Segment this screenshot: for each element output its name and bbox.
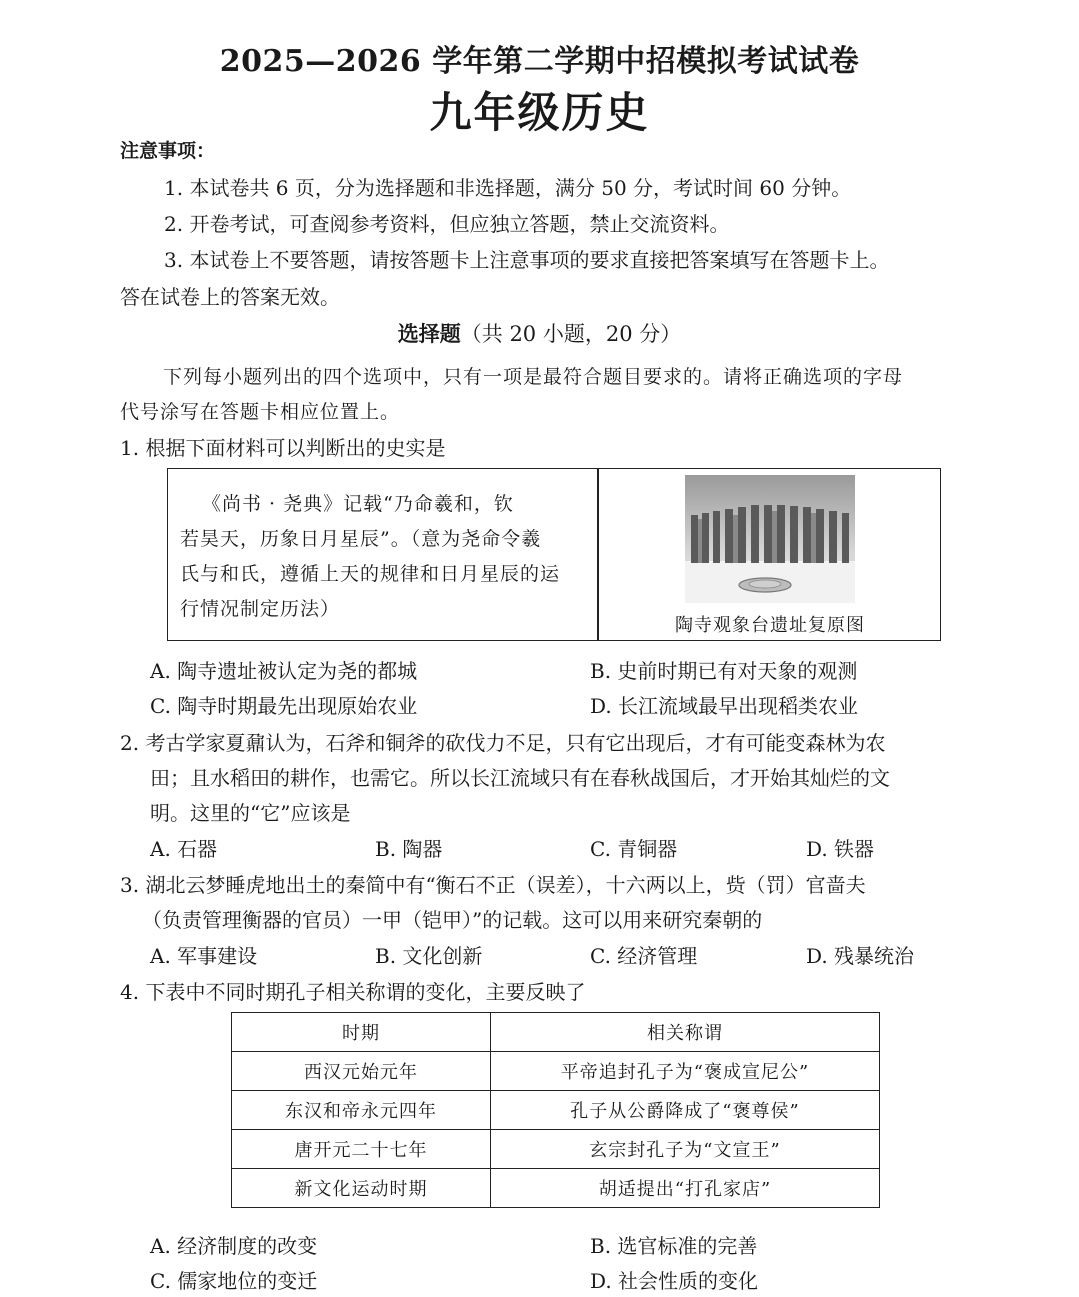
question-2-option-d: D. 铁器 <box>806 837 875 861</box>
table-row <box>232 1130 880 1169</box>
table-header-cell: 时期 <box>232 1013 491 1052</box>
question-3-option-d: D. 残暴统治 <box>806 944 915 968</box>
question-2-option-a: A. 石器 <box>150 837 218 861</box>
section-title: 选择题 <box>397 322 461 346</box>
table-cell-period: 东汉和帝永元四年 <box>232 1091 491 1130</box>
image-caption: 陶寺观象台遗址复原图 <box>675 615 865 636</box>
material-quote-line: 若昊天，历象日月星辰”。（意为尧命令羲 <box>180 528 542 550</box>
table-cell-title: 胡适提出“打孔家店” <box>491 1169 880 1208</box>
exam-subject: 九年级历史 <box>429 88 650 137</box>
question-1-option-b: B. 史前时期已有对天象的观测 <box>590 659 858 683</box>
question-4-option-c: C. 儒家地位的变迁 <box>150 1269 318 1293</box>
material-quote-line: 氏与和氏，遵循上天的规律和日月星辰的运 <box>180 563 561 585</box>
question-4-table <box>231 1012 880 1208</box>
table-cell-period: 新文化运动时期 <box>232 1169 491 1208</box>
table-cell-period: 唐开元二十七年 <box>232 1130 491 1169</box>
exam-title: 2025—2026 学年第二学期中招模拟考试试卷 <box>219 44 860 79</box>
notice-item: 答在试卷上的答案无效。 <box>120 285 340 309</box>
question-2-line: 2. 考古学家夏鼐认为，石斧和铜斧的砍伐力不足，只有它出现后，才有可能变森林为农 <box>120 731 886 755</box>
question-4-option-b: B. 选官标准的完善 <box>590 1234 758 1258</box>
question-2-line: 田；且水稻田的耕作，也需它。所以长江流域只有在春秋战国后，才开始其灿烂的文 <box>150 766 890 790</box>
question-2-option-b: B. 陶器 <box>375 837 443 861</box>
question-3-line: 3. 湖北云梦睡虎地出土的秦简中有“衡石不正（误差），十六两以上，赀（罚）官啬夫 <box>120 873 866 897</box>
section-heading <box>0 318 1079 348</box>
question-1-material-table <box>167 468 941 641</box>
notice-item: 3. 本试卷上不要答题，请按答题卡上注意事项的要求直接把答案填写在答题卡上。 <box>164 248 890 272</box>
section-instruction: 下列每小题列出的四个选项中，只有一项是最符合题目要求的。请将正确选项的字母 <box>163 366 904 388</box>
table-row <box>232 1169 880 1208</box>
notice-heading: 注意事项： <box>120 140 216 162</box>
question-1-stem: 1. 根据下面材料可以判断出的史实是 <box>120 436 446 460</box>
material-quote-line: 《尚书 · 尧典》记载“乃命羲和，钦 <box>202 493 514 515</box>
table-cell-title: 玄宗封孔子为“文宣王” <box>491 1130 880 1169</box>
question-3-option-c: C. 经济管理 <box>590 944 698 968</box>
question-3-option-b: B. 文化创新 <box>375 944 483 968</box>
table-header-row <box>232 1013 880 1052</box>
table-cell-period: 西汉元始元年 <box>232 1052 491 1091</box>
notice-item: 2. 开卷考试，可查阅参考资料，但应独立答题，禁止交流资料。 <box>164 212 730 236</box>
question-1-option-a: A. 陶寺遗址被认定为尧的都城 <box>150 659 418 683</box>
table-cell-title: 平帝追封孔子为“褒成宣尼公” <box>491 1052 880 1091</box>
notice-item: 1. 本试卷共 6 页，分为选择题和非选择题，满分 50 分，考试时间 60 分钟。 <box>164 176 852 200</box>
question-3-option-a: A. 军事建设 <box>150 944 258 968</box>
observatory-ruins-photo <box>685 475 855 603</box>
question-4-stem: 4. 下表中不同时期孔子相关称谓的变化，主要反映了 <box>120 980 586 1004</box>
table-row <box>232 1052 880 1091</box>
section-detail: （共 20 小题，20 分） <box>460 322 682 346</box>
question-4-option-d: D. 社会性质的变化 <box>590 1269 759 1293</box>
table-header-cell: 相关称谓 <box>491 1013 880 1052</box>
question-2-line: 明。这里的“它”应该是 <box>150 801 351 825</box>
table-row <box>232 1091 880 1130</box>
table-cell-title: 孔子从公爵降成了“褒尊侯” <box>491 1091 880 1130</box>
question-1-option-d: D. 长江流域最早出现稻类农业 <box>590 694 859 718</box>
question-4-option-a: A. 经济制度的改变 <box>150 1234 318 1258</box>
question-1-option-c: C. 陶寺时期最先出现原始农业 <box>150 694 418 718</box>
question-3-line: （负责管理衡器的官员）一甲（铠甲）”的记载。这可以用来研究秦朝的 <box>142 908 763 932</box>
material-quote-line: 行情况制定历法） <box>180 598 341 620</box>
section-instruction: 代号涂写在答题卡相应位置上。 <box>120 401 401 423</box>
question-2-option-c: C. 青铜器 <box>590 837 678 861</box>
